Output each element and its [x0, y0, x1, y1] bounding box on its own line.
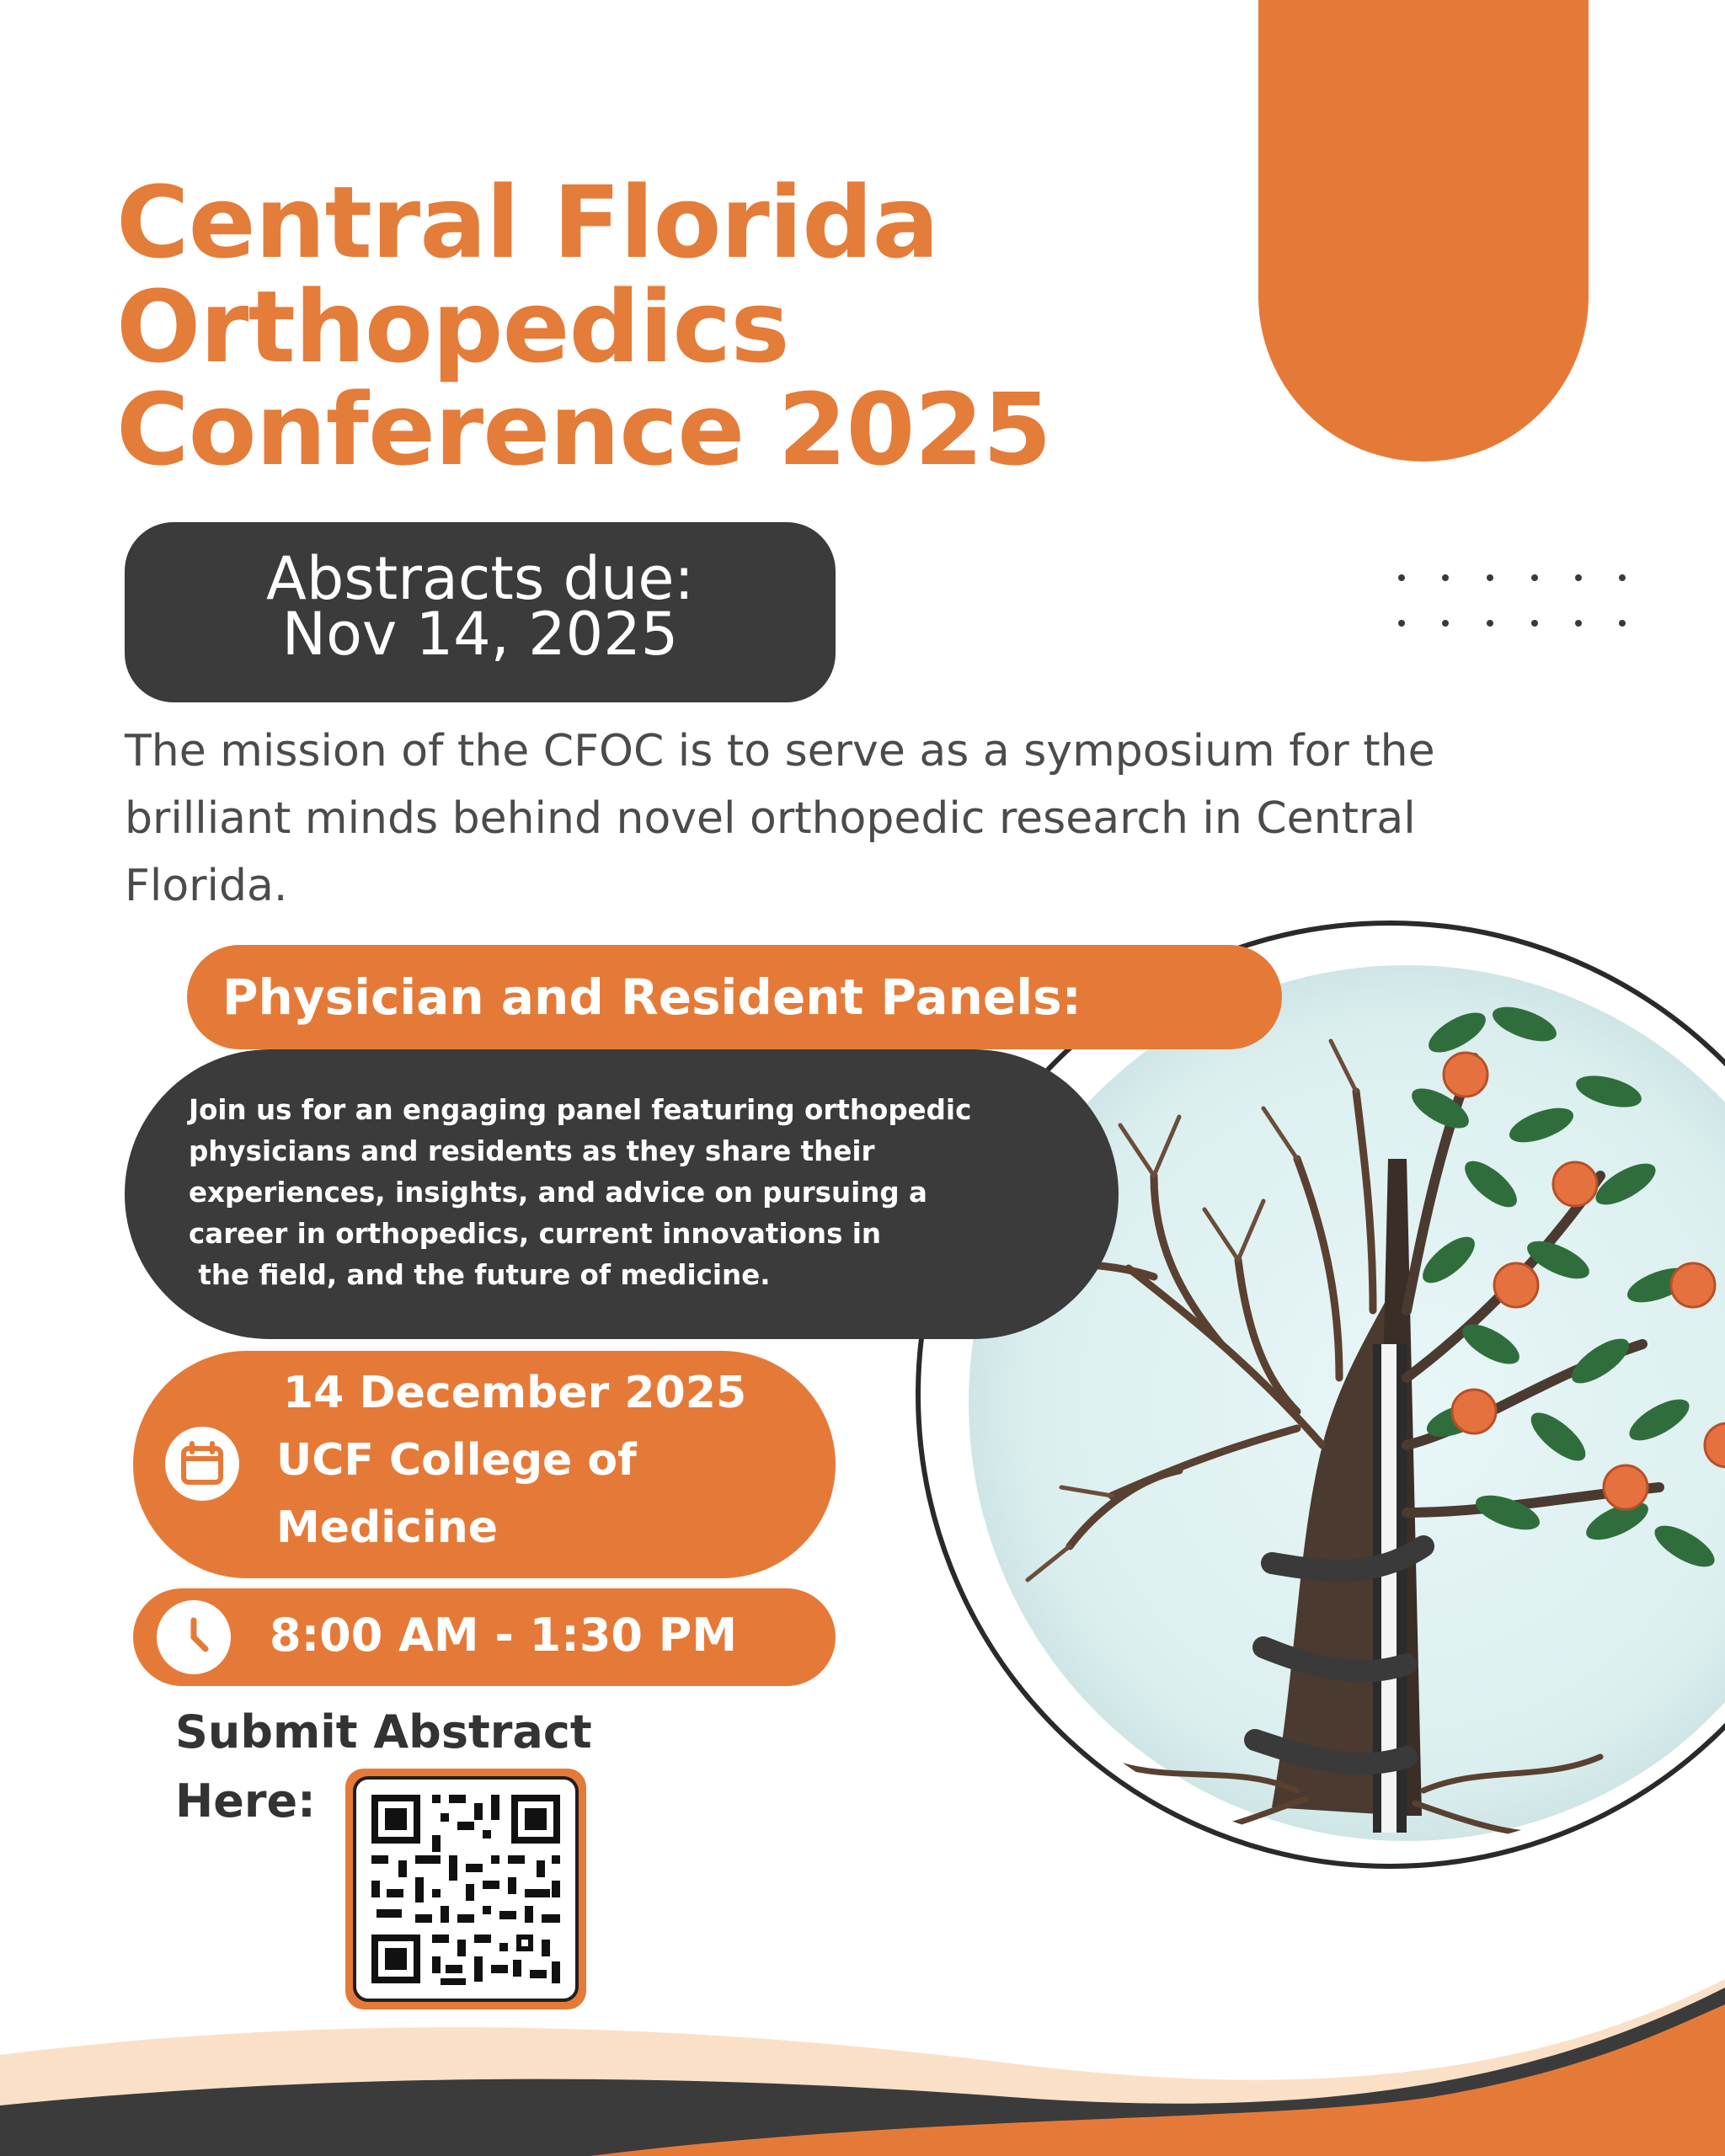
decorative-bottom-waves — [0, 1962, 1725, 2156]
calendar-icon — [165, 1427, 239, 1501]
mission-statement — [125, 718, 1607, 920]
abstracts-due-label: Abstracts due: — [265, 544, 694, 613]
title-line-3: Conference 2025 — [116, 371, 1051, 488]
panel-line: career in orthopedics, current innovations in — [189, 1218, 882, 1250]
title-line-1: Central Florida — [116, 164, 939, 280]
submit-line-2: Here: — [175, 1774, 316, 1828]
panel-line: the field, and the future of medicine. — [189, 1259, 771, 1291]
submit-line-1: Submit Abstract — [175, 1705, 592, 1758]
decorative-dots — [1398, 574, 1651, 633]
event-venue-line-1: UCF College of — [276, 1435, 637, 1486]
decorative-top-pill — [1258, 0, 1589, 462]
event-venue-line-2: Medicine — [276, 1502, 498, 1553]
abstracts-due-date: Nov 14, 2025 — [281, 600, 679, 669]
abstracts-due-box — [125, 522, 836, 702]
panel-line: experiences, insights, and advice on pursuing a — [189, 1177, 927, 1209]
tree-illustration — [901, 906, 1725, 1883]
event-time: 8:00 AM - 1:30 PM — [270, 1609, 738, 1662]
clock-icon — [157, 1600, 231, 1674]
mission-line: brilliant minds behind novel orthopedic research in Central — [125, 793, 1416, 844]
panel-heading: Physician and Resident Panels: — [187, 945, 1282, 1049]
title-line-2: Orthopedics — [116, 269, 789, 385]
panel-line: Join us for an engaging panel featuring orthopedic — [189, 1094, 972, 1126]
time-box — [133, 1588, 836, 1686]
panel-description — [125, 1049, 1119, 1339]
event-date: 14 December 2025 — [283, 1368, 747, 1418]
mission-line: The mission of the CFOC is to serve as a symposium for the — [125, 726, 1435, 776]
panel-line: physicians and residents as they share their — [189, 1135, 875, 1167]
date-venue-box — [133, 1351, 836, 1578]
mission-line: Florida. — [125, 861, 288, 911]
